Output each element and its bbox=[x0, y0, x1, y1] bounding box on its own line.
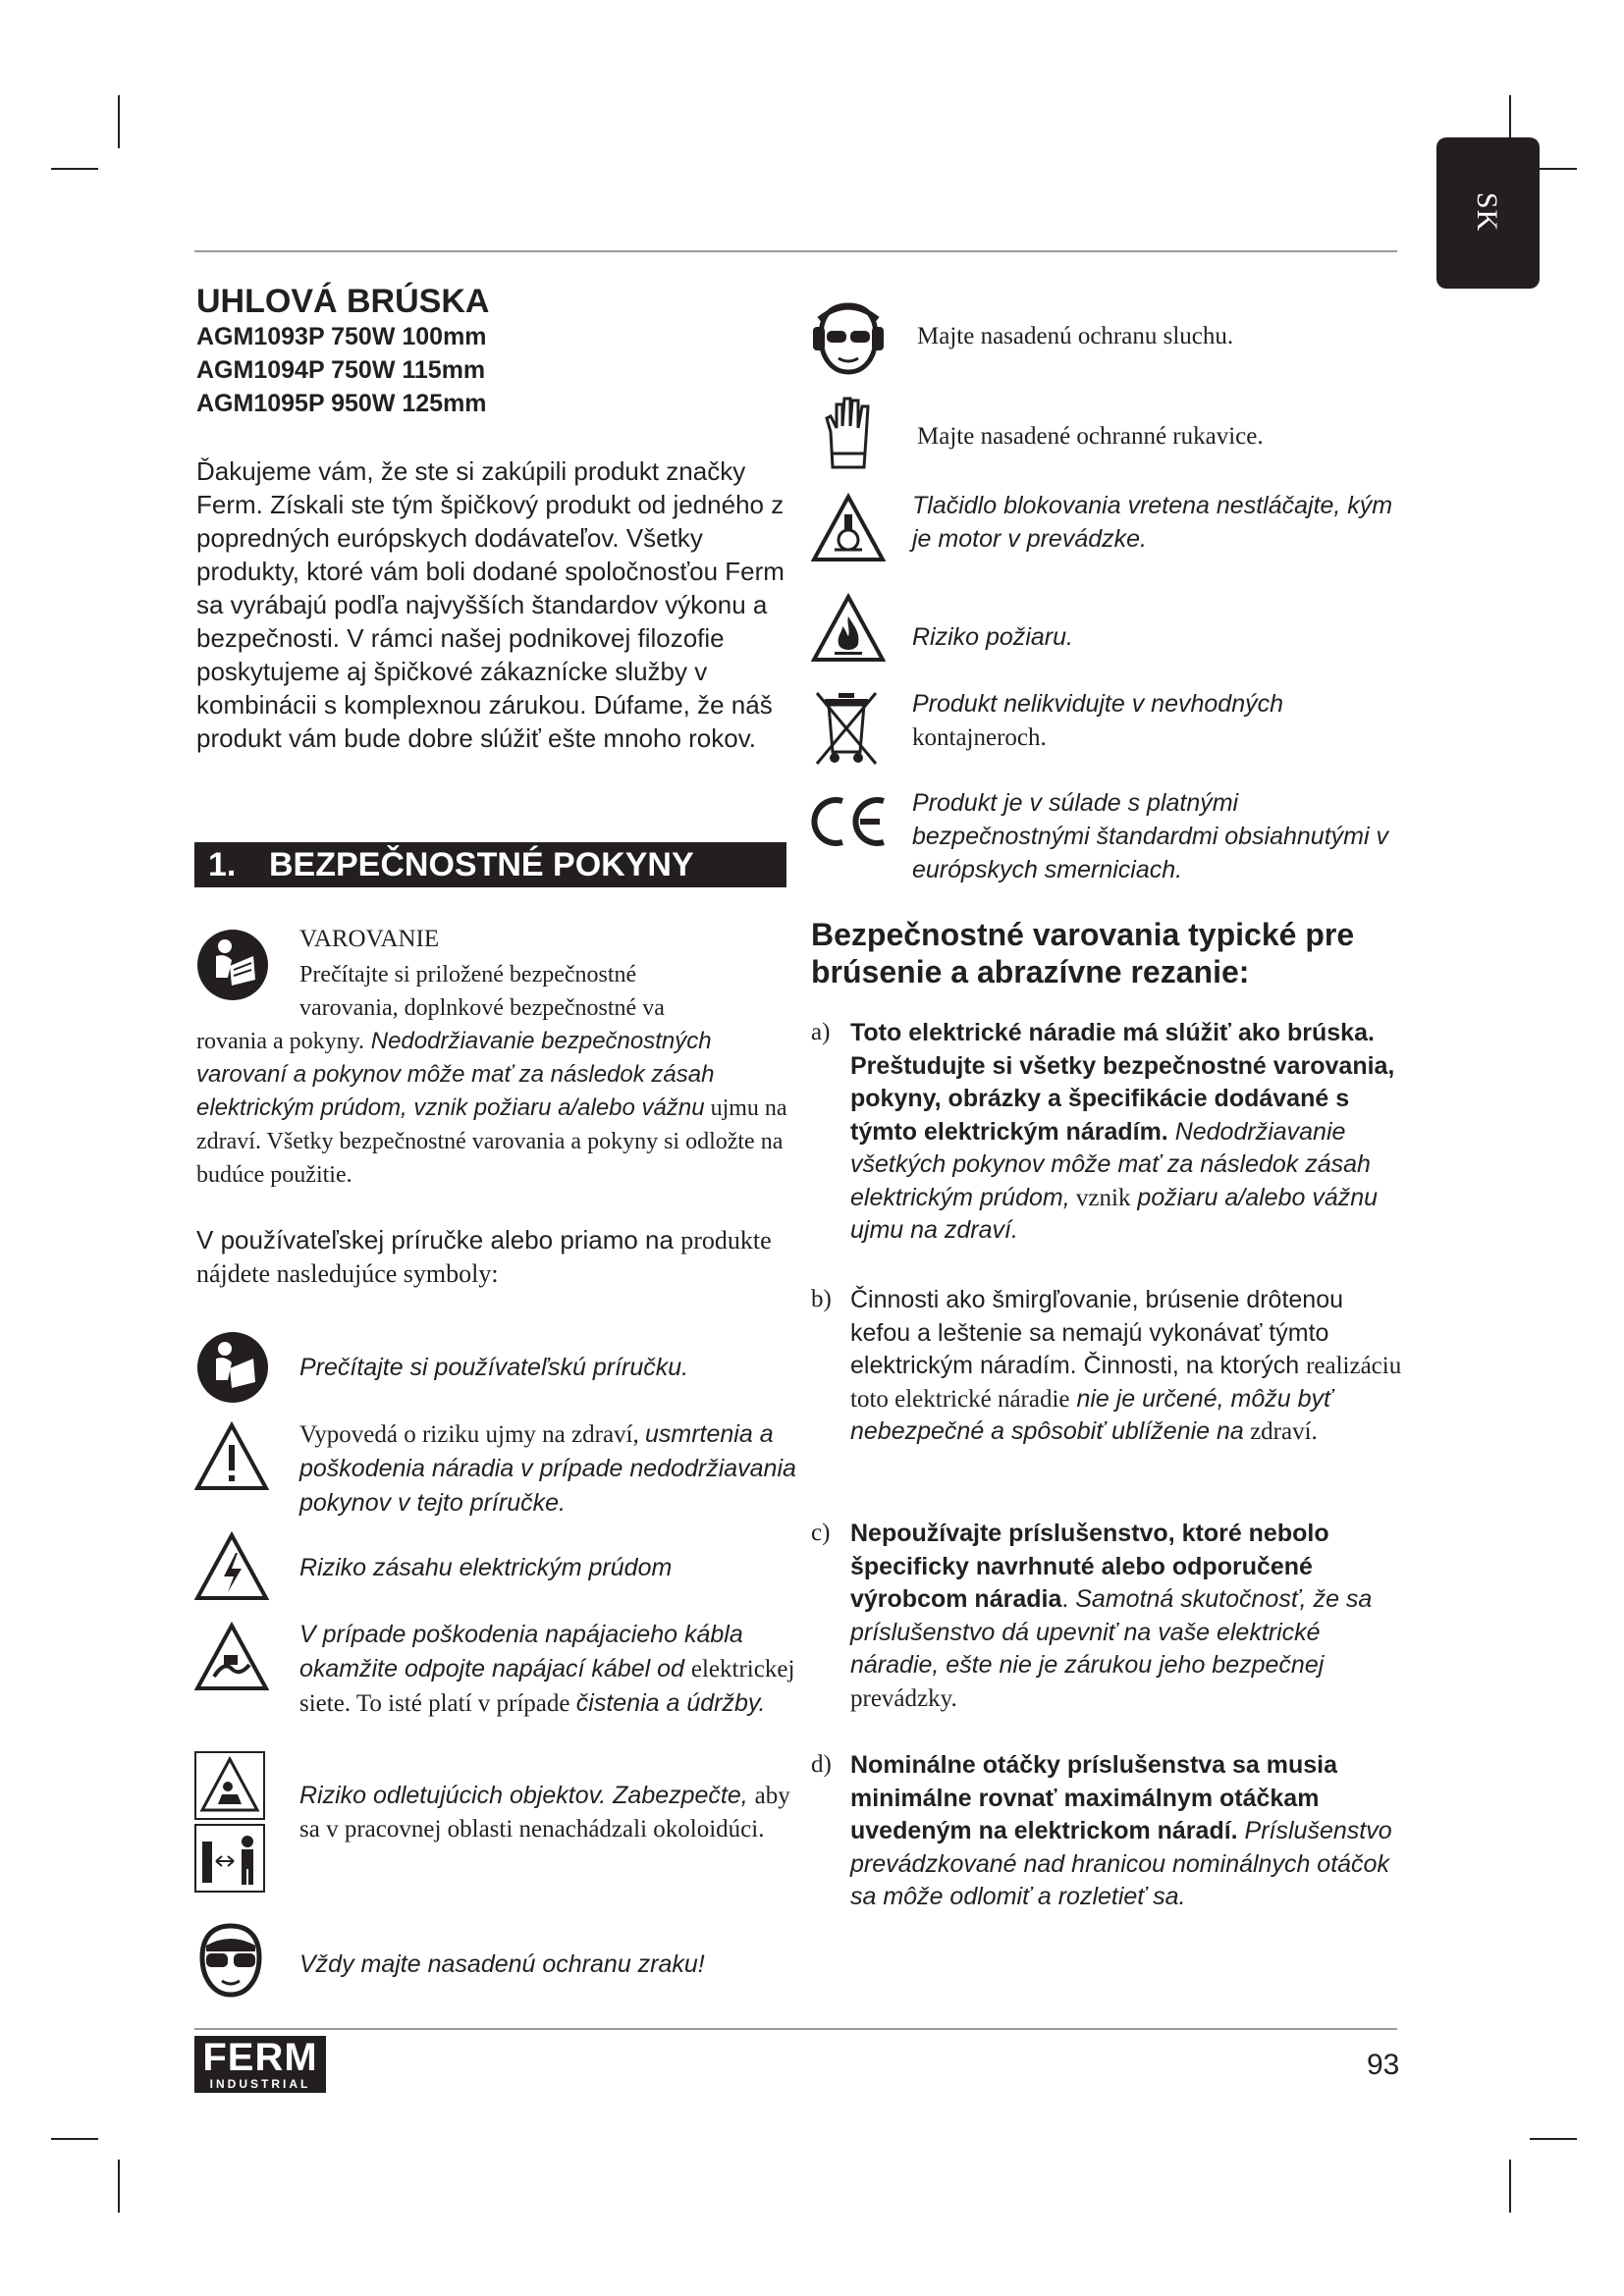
ferm-logo bbox=[194, 2036, 326, 2093]
model-list bbox=[196, 320, 487, 420]
symbol-text: Tlačidlo blokovania vretena nestláčajte, kým je motor v prevádzke. bbox=[912, 492, 1393, 553]
item-plain: vznik bbox=[1069, 1184, 1131, 1211]
crop-mark bbox=[1530, 2138, 1577, 2140]
symbols-intro-part: V používateľskej príručke alebo priamo na bbox=[196, 1225, 681, 1255]
item-bold: Nominálne otáčky príslušenstva sa musia minimálne rovnať maximálnym otáčkam uvedeným na elektrickom náradí. bbox=[850, 1751, 1338, 1844]
item-letter: d) bbox=[811, 1751, 832, 1778]
symbol-text bbox=[299, 1417, 810, 1521]
section-heading bbox=[194, 842, 786, 887]
crop-mark bbox=[118, 95, 120, 148]
item-bold: Nepoužívajte príslušenstvo, ktoré nebolo špecificky navrhnuté alebo odporučené výrobcom náradia bbox=[850, 1520, 1329, 1613]
item-italic: Nedodržiavanie všetkých pokynov môže mať za následok zásah elektrickým prúdom, bbox=[850, 1117, 1371, 1211]
symbol-text-part: Riziko odletujúcich objektov. Zabezpečte, bbox=[299, 1782, 755, 1809]
item-body bbox=[850, 1749, 1410, 1914]
spindle-lock-icon bbox=[811, 493, 886, 568]
warning-triangle-icon bbox=[194, 1421, 269, 1497]
item-body bbox=[850, 1518, 1410, 1715]
keep-distance-icon bbox=[194, 1824, 265, 1897]
warning-emphasis: Nedodržiavanie bezpečnostných varovaní a pokynov môže mať za následok zásah elektrickým prúdom, vznik požiaru a/alebo vážnu bbox=[196, 1028, 715, 1121]
page-number: 93 bbox=[1367, 2049, 1400, 2081]
symbol-text: Produkt je v súlade s platnými bezpečnostnými štandardmi obsiahnutými v európskych smerniciach. bbox=[912, 789, 1388, 883]
model-line: AGM1094P 750W 115mm bbox=[196, 356, 486, 384]
item-body bbox=[850, 1017, 1410, 1248]
ear-protection-icon bbox=[811, 299, 886, 381]
warning-line: rovania a pokyny. bbox=[196, 1029, 365, 1054]
warning-line: Prečítajte si priložené bezpečnostné bbox=[299, 962, 637, 988]
item-bold: Toto elektrické náradie má slúžiť ako brúska. Preštudujte si všetky bezpečnostné varovania, pokyny, obrázky a špecifikácie dodávané s týmto elektrickým náradím. bbox=[850, 1019, 1395, 1146]
item-italic: Samotná skutočnosť, že sa príslušenstvo dá upevniť na vaše elektrické náradie, ešte nie je zárukou jeho bezpečnej bbox=[850, 1585, 1373, 1679]
item-italic: nie je určené, môžu byť nebezpečné a spôsobiť ublíženie na bbox=[850, 1384, 1332, 1445]
symbol-text-part: aby sa v pracovnej oblasti nenachádzali okoloidúci. bbox=[299, 1783, 790, 1842]
symbol-text: Riziko zásahu elektrickým prúdom bbox=[299, 1554, 673, 1581]
page-title: UHLOVÁ BRÚSKA bbox=[196, 283, 490, 320]
warning-body bbox=[196, 958, 805, 1192]
crop-mark bbox=[1509, 2160, 1511, 2213]
fire-risk-icon bbox=[811, 593, 886, 668]
symbol-text bbox=[299, 1618, 810, 1721]
logo-subtext: INDUSTRIAL bbox=[209, 2077, 311, 2091]
item-letter: b) bbox=[811, 1286, 832, 1312]
symbols-intro bbox=[196, 1223, 805, 1291]
symbol-text-part: usmrtenia a poškodenia náradia v prípade nedodržiavania pokynov v tejto príručke. bbox=[299, 1420, 796, 1517]
flying-objects-icon bbox=[194, 1751, 265, 1825]
symbol-text: Vždy majte nasadenú ochranu zraku! bbox=[299, 1950, 705, 1978]
symbol-text-part: Vypovedá o riziku ujmy na zdraví, bbox=[299, 1421, 645, 1448]
crop-mark bbox=[118, 2160, 120, 2213]
symbol-text: Riziko požiaru. bbox=[912, 623, 1073, 651]
item-plain: zdraví. bbox=[1243, 1418, 1318, 1445]
item-italic: požiaru a/alebo vážnu ujmu na zdraví. bbox=[850, 1183, 1379, 1244]
symbol-text: Prečítajte si používateľskú príručku. bbox=[299, 1354, 689, 1381]
crop-mark bbox=[51, 168, 98, 170]
warning-line: varovania, doplnkové bezpečnostné va bbox=[299, 995, 665, 1021]
symbol-text-part: čistenia a údržby. bbox=[575, 1689, 766, 1717]
warning-title: VAROVANIE bbox=[299, 926, 440, 952]
symbol-text-part: kontajneroch. bbox=[912, 724, 1047, 751]
model-line: AGM1093P 750W 100mm bbox=[196, 323, 487, 350]
item-plain: prevádzky. bbox=[850, 1684, 957, 1712]
section-title: BEZPEČNOSTNÉ POKYNY bbox=[269, 846, 694, 883]
symbol-text-part: V prípade poškodenia napájacieho kábla okamžite odpojte napájací kábel od bbox=[299, 1621, 743, 1682]
intro-paragraph: Ďakujeme vám, že ste si zakúpili produkt značky Ferm. Získali ste tým špičkový produkt od jedného z popredných európskych dodávateľov. Všetky produkty, ktoré vám boli dodané spoločnosťou Ferm sa vyrábajú podľa najvyšších štandardov výkonu a bezpečnosti. V rámci našej podnikovej filozofie poskytujeme aj špičkové zákaznícke služby v kombinácii s komplexnou zárukou. Dúfame, že náš produkt vám bude dobre slúžiť ešte mnoho rokov. bbox=[196, 456, 785, 753]
symbol-text: Majte nasadenú ochranu sluchu. bbox=[917, 323, 1234, 349]
symbol-text bbox=[299, 1779, 810, 1846]
item-letter: c) bbox=[811, 1520, 831, 1546]
warning-line: ujmu na zdraví. Všetky bezpečnostné varovania a pokyny si odložte na budúce použitie. bbox=[196, 1095, 787, 1188]
logo-text: FERM bbox=[202, 2036, 318, 2079]
item-plain: . bbox=[1061, 1585, 1069, 1613]
eye-protection-icon bbox=[196, 1922, 265, 2003]
gloves-icon bbox=[819, 393, 880, 476]
read-manual-icon bbox=[194, 1329, 271, 1411]
damaged-cable-icon bbox=[194, 1622, 269, 1697]
symbol-text-part: elektrickej siete. To isté platí v prípade bbox=[299, 1656, 795, 1717]
wee-bin-icon bbox=[811, 687, 882, 773]
crop-mark bbox=[51, 2138, 98, 2140]
footer-rule bbox=[194, 2028, 1397, 2030]
item-body bbox=[850, 1284, 1410, 1449]
item-letter: a) bbox=[811, 1019, 831, 1045]
symbol-text bbox=[912, 687, 1403, 755]
electric-shock-icon bbox=[194, 1531, 269, 1607]
language-tab bbox=[1436, 137, 1540, 289]
item-plain: Činnosti ako šmirgľovanie, brúsenie drôtenou kefou a leštenie sa nemajú vykonávať týmto elektrickým náradím. Činnosti, na ktorých bbox=[850, 1286, 1344, 1379]
model-line: AGM1095P 950W 125mm bbox=[196, 390, 487, 417]
symbol-text-part: Produkt nelikvidujte v nevhodných bbox=[912, 690, 1284, 718]
language-tab-label: SK bbox=[1471, 191, 1504, 233]
header-rule bbox=[194, 250, 1397, 252]
section-number: 1. bbox=[208, 846, 237, 883]
section-subheading: Bezpečnostné varovania typické pre brúsenie a abrazívne rezanie: bbox=[811, 917, 1355, 989]
symbol-text: Majte nasadené ochranné rukavice. bbox=[917, 423, 1264, 450]
item-italic: Príslušenstvo prevádzkované nad hranicou nominálnych otáčok sa môže odlomiť a rozletieť sa. bbox=[850, 1817, 1392, 1910]
symbols-intro-part: produkte nájdete nasledujúce symboly: bbox=[196, 1226, 772, 1288]
ce-mark-icon bbox=[809, 793, 890, 855]
item-plain: realizáciu toto elektrické náradie bbox=[850, 1353, 1402, 1413]
